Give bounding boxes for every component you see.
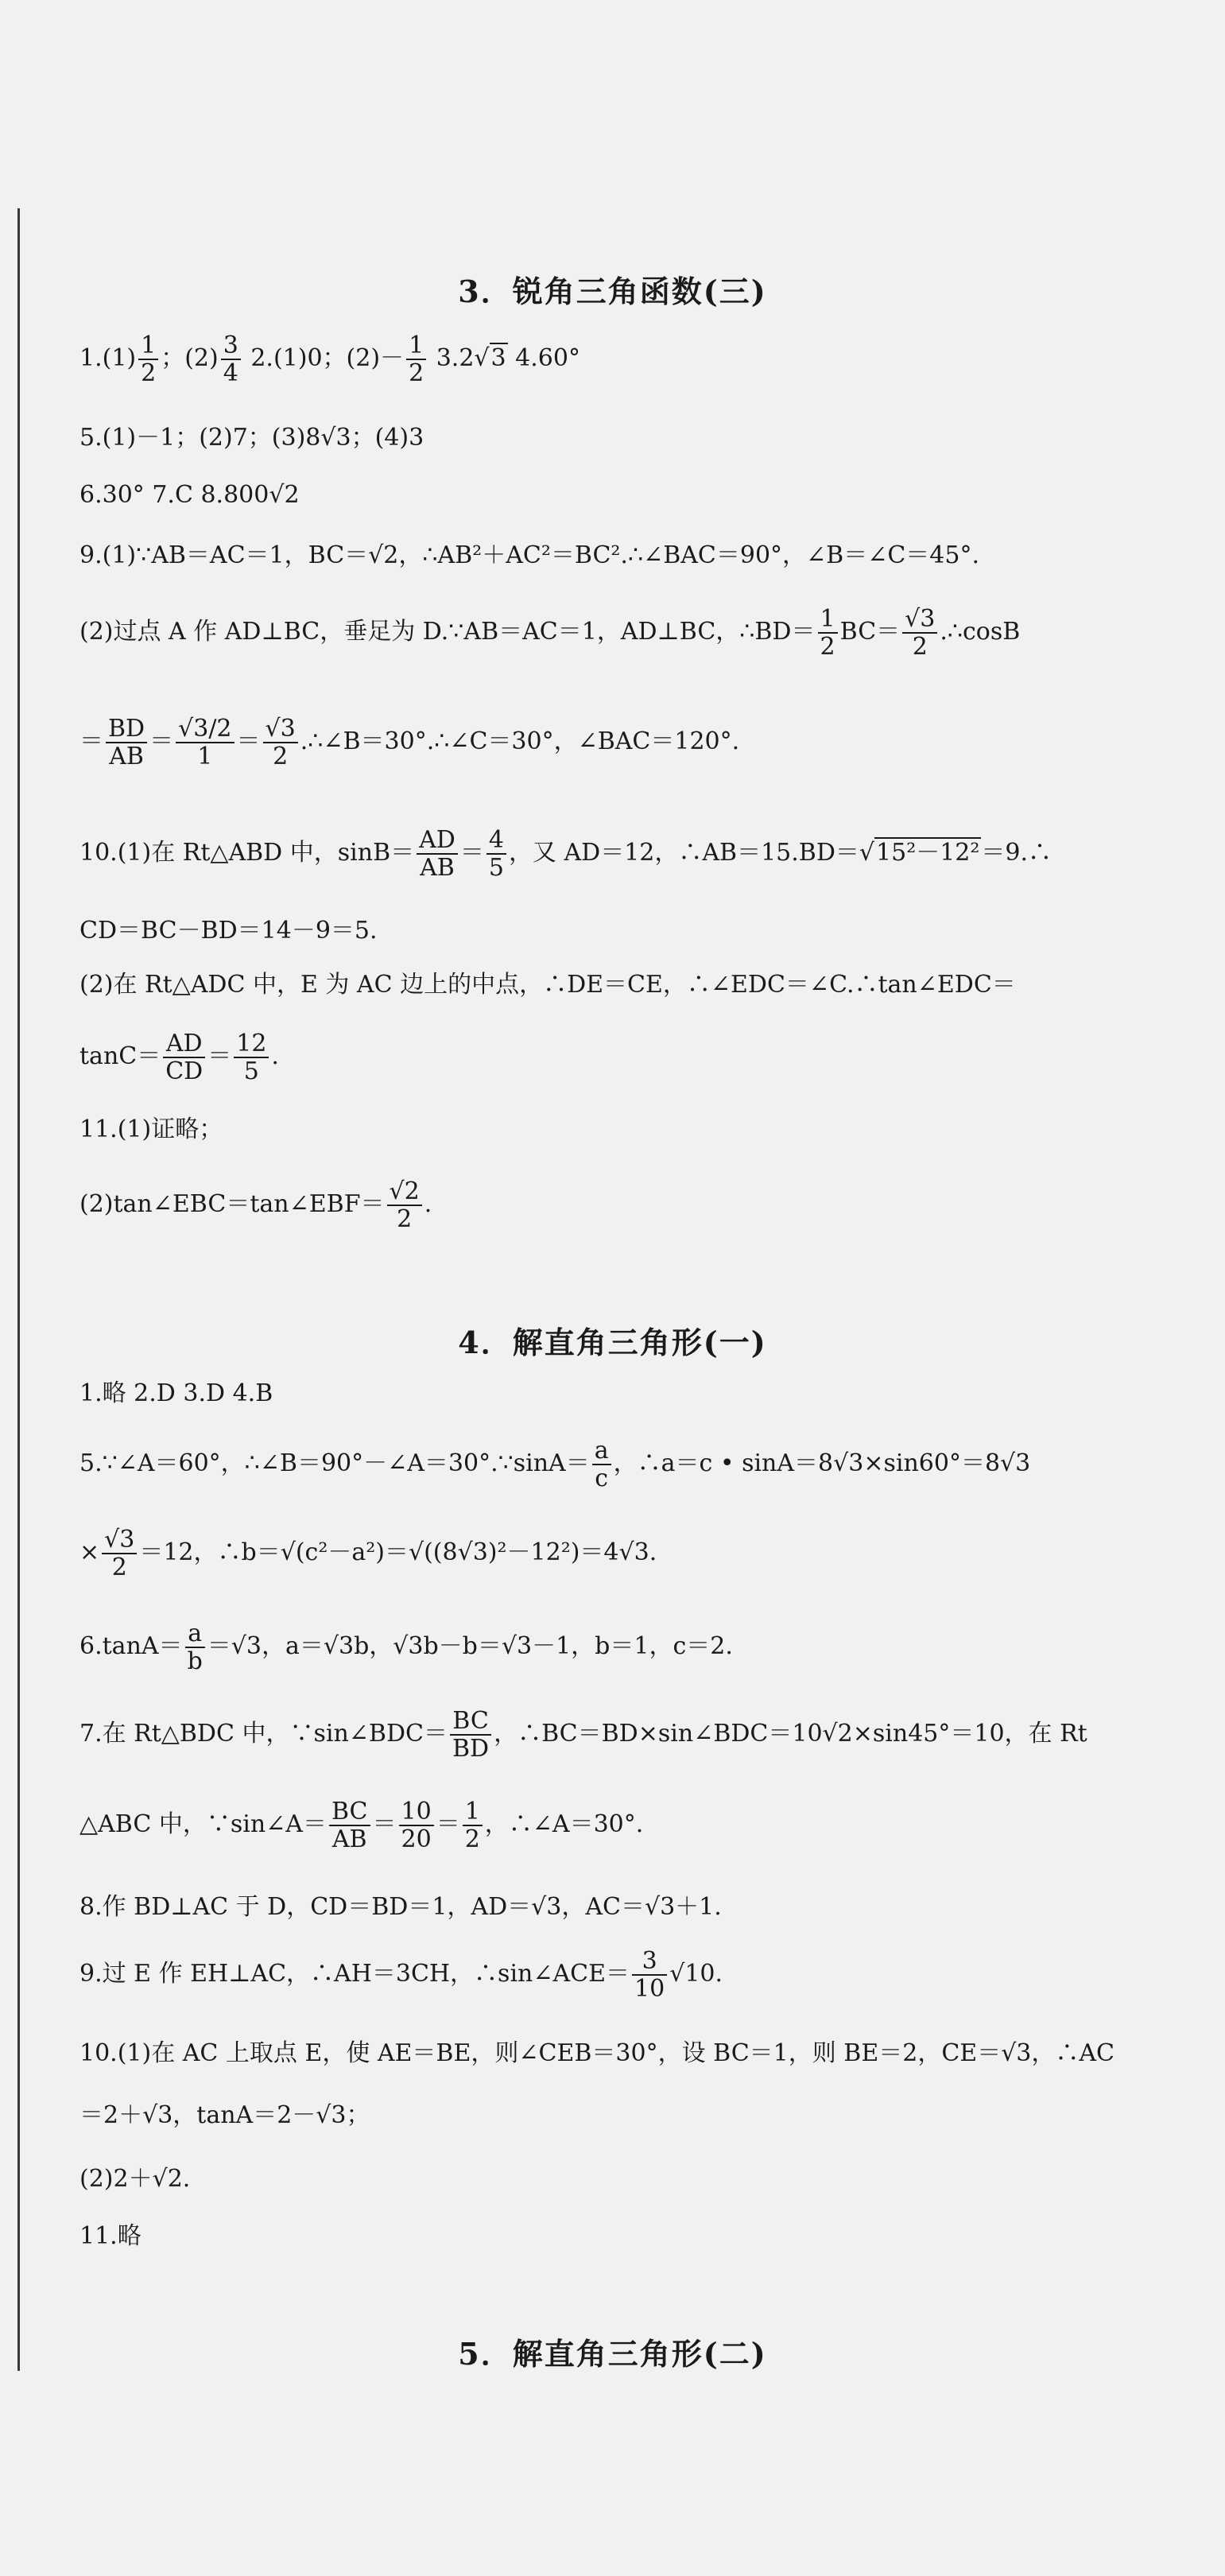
s3-line-11: 11.(1)证略； xyxy=(79,1115,223,1143)
s3-line-5: (2)过点 A 作 AD⊥BC，垂足为 D.∵AB＝AC＝1，AD⊥BC，∴BD＝ $\frac{1}{2}$ BC＝ $\frac{√3}{2}$ .∴cosB xyxy=(79,605,1021,661)
fraction-1-2: $\frac{1}{2}$ xyxy=(138,332,158,386)
section-5-title: 5．解直角三角形(二) xyxy=(458,2336,767,2372)
s3-line-4: 9.(1)∵AB＝AC＝1，BC＝√2，∴AB²＋AC²＝BC².∴∠BAC＝90°，∠B＝∠C＝45°. xyxy=(79,541,980,569)
s4-line-9: 10.(1)在 AC 上取点 E，使 AE＝BE，则∠CEB＝30°，设 BC＝1，则 BE＝2，CE＝√3，∴AC xyxy=(79,2039,1115,2067)
s4-line-5: 7.在 Rt△BDC 中，∵sin∠BDC＝ $\frac{BC}{BD}$ ，∴BC＝BD×sin∠BDC＝10√2×sin45°＝10，在 Rt xyxy=(79,1707,1087,1763)
s4-line-1: 1.略 2.D 3.D 4.B xyxy=(79,1379,273,1407)
s4-line-12: 11.略 xyxy=(79,2222,141,2250)
s3-line-12: (2)tan∠EBC＝tan∠EBF＝ $\frac{√2}{2}$ . xyxy=(79,1177,432,1233)
binding-margin-line xyxy=(17,208,20,2371)
s3-line-8: CD＝BC－BD＝14－9＝5. xyxy=(79,917,378,945)
s3-line-7: 10.(1)在 Rt△ABD 中，sinB＝ $\frac{AD}{AB}$ ＝ $\frac{4}{5}$ ，又 AD＝12，∴AB＝15.BD＝√15²－12²＝9.∴ xyxy=(79,826,1052,882)
s3-line-10: tanC＝ $\frac{AD}{CD}$ ＝ $\frac{12}{5}$ . xyxy=(79,1030,279,1085)
fraction-3-4: $\frac{3}{4}$ xyxy=(221,332,241,386)
s4-line-8: 9.过 E 作 EH⊥AC，∴AH＝3CH，∴sin∠ACE＝ $\frac{3}{10}$ √10. xyxy=(79,1947,723,2003)
s3-line-1: 1.(1) $\frac{1}{2}$ ；(2) $\frac{3}{4}$ 2.(1)0；(2)－ $\frac{1}{2}$ 3.2√3 4.60° xyxy=(79,332,580,387)
section-3-title: 3．锐角三角函数(三) xyxy=(458,274,767,309)
s4-line-6: △ABC 中，∵sin∠A＝ $\frac{BC}{AB}$ ＝ $\frac{10}{20}$ ＝ $\frac{1}{2}$ ，∴∠A＝30°. xyxy=(79,1798,644,1853)
s4-line-4: 6.tanA＝ $\frac{a}{b}$ ＝√3，a＝√3b，√3b－b＝√3－1，b＝1，c＝2. xyxy=(79,1620,733,1675)
s3-line-3: 6.30° 7.C 8.800√2 xyxy=(79,481,300,509)
s4-line-3: × $\frac{√3}{2}$ ＝12，∴b＝√(c²－a²)＝√((8√3)²－12²)＝4√3. xyxy=(79,1526,657,1581)
radical-sqrt3: √3 xyxy=(474,344,506,372)
s3-line-9: (2)在 Rt△ADC 中，E 为 AC 边上的中点，∴DE＝CE，∴∠EDC＝∠C.∴tan∠EDC＝ xyxy=(79,971,1016,999)
section-4-title: 4．解直角三角形(一) xyxy=(458,1325,767,1360)
s4-line-11: (2)2＋√2. xyxy=(79,2165,191,2193)
s4-line-10: ＝2＋√3，tanA＝2－√3； xyxy=(79,2101,370,2129)
s4-line-7: 8.作 BD⊥AC 于 D，CD＝BD＝1，AD＝√3，AC＝√3＋1. xyxy=(79,1893,722,1921)
s4-line-2: 5.∵∠A＝60°，∴∠B＝90°－∠A＝30°.∵sinA＝ $\frac{a}{c}$ ，∴a＝c • sinA＝8√3×sin60°＝8√3 xyxy=(79,1437,1031,1492)
s3-line-6: ＝ $\frac{BD}{AB}$ ＝ $\frac{√3/2}{1}$ ＝ $\frac{√3}{2}$ .∴∠B＝30°.∴∠C＝30°，∠BAC＝120°. xyxy=(79,715,740,770)
fraction-1-2b: $\frac{1}{2}$ xyxy=(406,332,426,386)
s3-line-2: 5.(1)－1；(2)7；(3)8√3；(4)3 xyxy=(79,424,424,452)
